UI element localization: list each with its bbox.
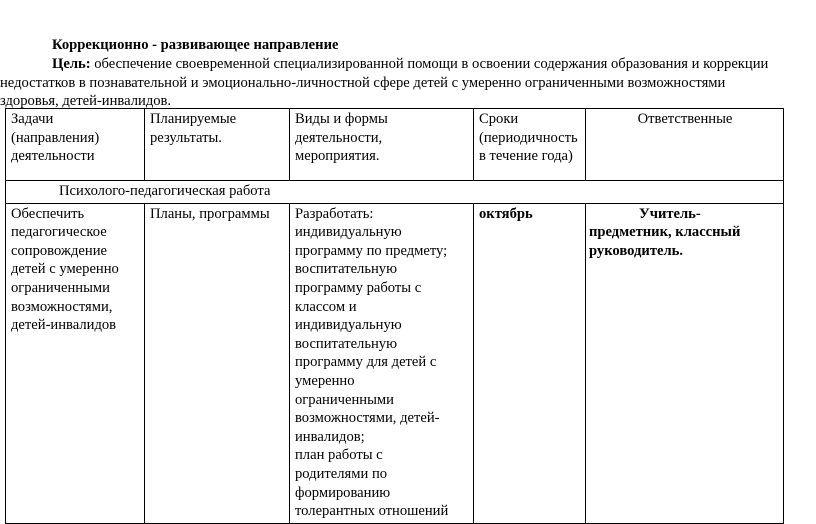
- header-responsible: Ответственные: [586, 109, 784, 181]
- section-heading: Коррекционно - развивающее направление: [52, 37, 339, 53]
- table-header-row: [6, 109, 784, 181]
- goal-label: Цель:: [52, 56, 91, 72]
- goal-paragraph: [0, 55, 816, 111]
- goal-line-1: [0, 55, 816, 74]
- header-terms: Сроки (периодичность в течение года): [474, 109, 586, 181]
- cell-task: Обеспечить педагогическое сопровождение детей с умеренно ограниченными возможностями, детей-инвалидов: [6, 203, 145, 523]
- header-activities: Виды и формы деятельности, мероприятия.: [290, 109, 474, 181]
- section-title: Психолого-педагогическая работа: [6, 181, 784, 204]
- header-results: Планируемые результаты.: [145, 109, 290, 181]
- cell-terms: октябрь: [474, 203, 586, 523]
- cell-results: Планы, программы: [145, 203, 290, 523]
- cell-activities: Разработать: индивидуальную программу по предмету; воспитательную программу работы с классом и индивидуальную воспитательную программу для детей с умеренно ограниченными возможностями, детей- инвалидов; план работы с родителями по формированию толерантных отношений: [290, 203, 474, 523]
- responsible-line-1: Учитель-: [639, 205, 701, 222]
- table-row: [6, 203, 784, 523]
- section-row: [6, 181, 784, 204]
- goal-line-2: недостатков в познавательной и эмоционально-личностной сфере детей с умеренно ограниченными возможностями: [0, 74, 726, 91]
- responsible-rest: предметник, классный руководитель.: [589, 224, 741, 259]
- header-tasks: Задачи (направления) деятельности: [6, 109, 145, 181]
- goal-line-3: здоровья, детей-инвалидов.: [0, 93, 172, 109]
- goal-text-1: обеспечение своевременной специализированной помощи в освоении содержания образования и коррекции: [90, 56, 769, 72]
- plan-table: [5, 108, 784, 524]
- cell-responsible: [586, 203, 784, 523]
